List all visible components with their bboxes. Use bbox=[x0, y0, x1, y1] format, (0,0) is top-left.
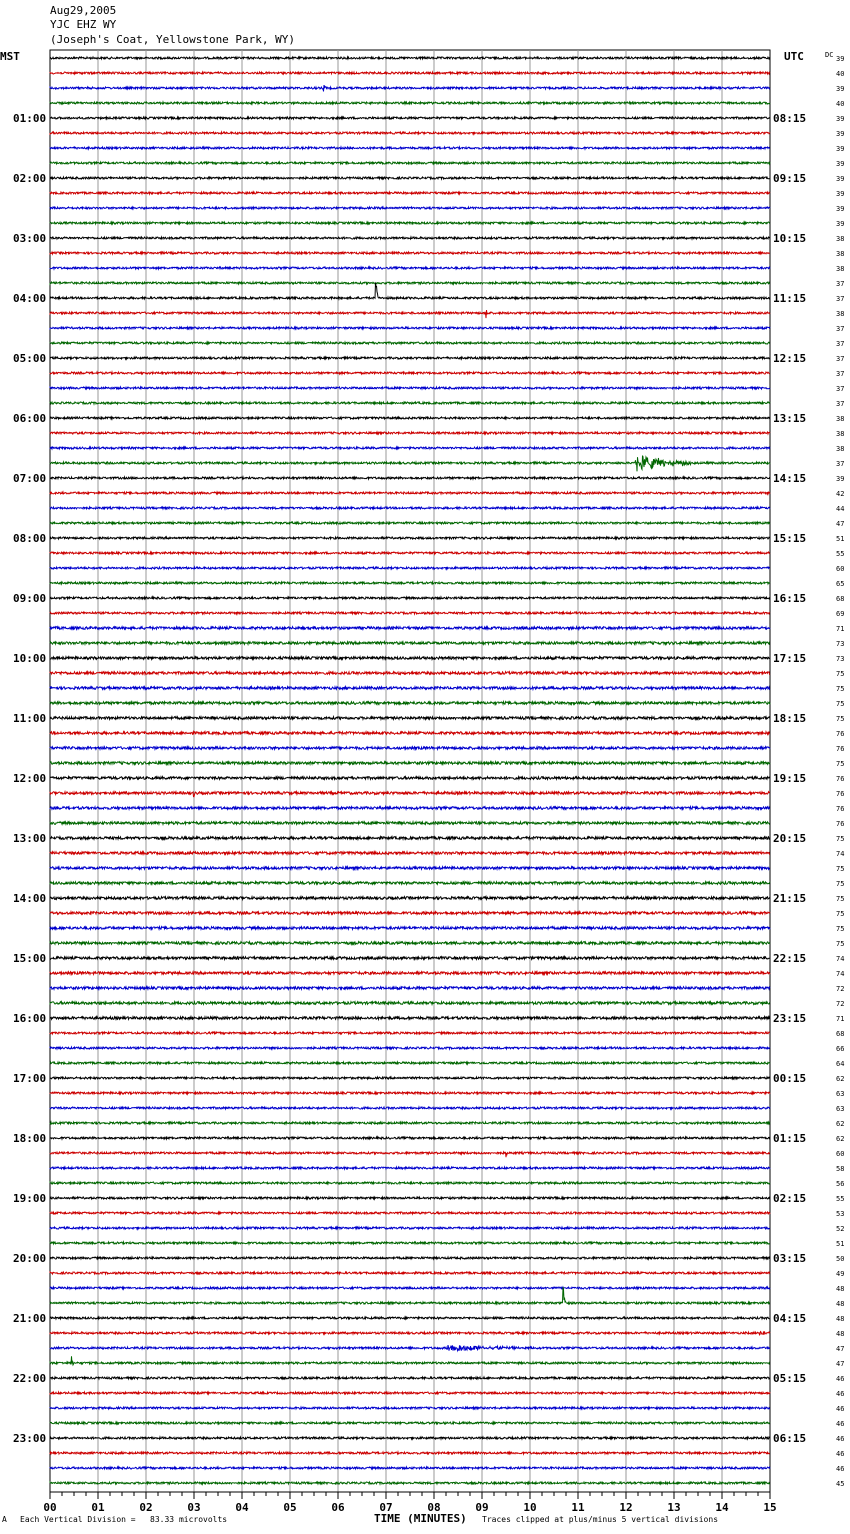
dc-offset-label: 71 bbox=[836, 625, 845, 633]
dc-offset-label: 38 bbox=[836, 235, 845, 243]
mst-hour-label: 19:00 bbox=[13, 1192, 47, 1205]
trace-9 bbox=[50, 192, 770, 194]
mst-hour-label: 18:00 bbox=[13, 1132, 47, 1145]
corner-mark: A bbox=[2, 1515, 7, 1524]
utc-hour-label: 17:15 bbox=[773, 652, 807, 665]
dc-offset-label: 37 bbox=[836, 355, 845, 363]
trace-42 bbox=[50, 687, 770, 690]
trace-78 bbox=[50, 1227, 770, 1229]
dc-offset-label: 58 bbox=[836, 1165, 845, 1173]
trace-25 bbox=[50, 432, 770, 434]
trace-58 bbox=[50, 927, 770, 930]
dc-offset-label: 62 bbox=[836, 1135, 845, 1143]
trace-14 bbox=[50, 267, 770, 269]
x-tick-label: 07 bbox=[379, 1501, 393, 1514]
trace-22 bbox=[50, 387, 770, 389]
x-tick-label: 15 bbox=[763, 1501, 777, 1514]
dc-offset-label: 46 bbox=[836, 1420, 845, 1428]
dc-offset-label: 55 bbox=[836, 550, 845, 558]
dc-offset-label: 76 bbox=[836, 730, 845, 738]
trace-51 bbox=[50, 822, 770, 825]
utc-hour-label: 23:15 bbox=[773, 1012, 807, 1025]
dc-offset-label: 46 bbox=[836, 1465, 845, 1473]
utc-hour-label: 20:15 bbox=[773, 832, 807, 845]
dc-offset-label: 73 bbox=[836, 655, 845, 663]
dc-offset-label: 37 bbox=[836, 295, 845, 303]
dc-offset-label: 63 bbox=[836, 1090, 845, 1098]
trace-16 bbox=[50, 283, 770, 299]
dc-offset-label: 39 bbox=[836, 85, 845, 93]
trace-44 bbox=[50, 717, 770, 720]
dc-offset-label: 51 bbox=[836, 1240, 845, 1248]
dc-offset-label: 39 bbox=[836, 190, 845, 198]
dc-offset-label: 75 bbox=[836, 925, 845, 933]
trace-38 bbox=[50, 627, 770, 630]
trace-34 bbox=[50, 567, 770, 569]
dc-offset-label: 62 bbox=[836, 1120, 845, 1128]
trace-63 bbox=[50, 1002, 770, 1005]
trace-88 bbox=[50, 1377, 770, 1379]
trace-43 bbox=[50, 702, 770, 705]
x-tick-label: 14 bbox=[715, 1501, 729, 1514]
mst-hour-label: 12:00 bbox=[13, 772, 47, 785]
dc-offset-label: 74 bbox=[836, 850, 845, 858]
trace-40 bbox=[50, 657, 770, 660]
trace-83 bbox=[50, 1287, 770, 1304]
trace-8 bbox=[50, 177, 770, 179]
trace-17 bbox=[50, 310, 770, 318]
left-zone-label: MST bbox=[0, 50, 20, 63]
dc-offset-label: 74 bbox=[836, 955, 845, 963]
mst-hour-label: 11:00 bbox=[13, 712, 47, 725]
dc-offset-label: 76 bbox=[836, 775, 845, 783]
dc-offset-label: 38 bbox=[836, 250, 845, 258]
trace-59 bbox=[50, 942, 770, 945]
trace-92 bbox=[50, 1437, 770, 1439]
dc-offset-label: 40 bbox=[836, 70, 845, 78]
mst-hour-label: 09:00 bbox=[13, 592, 47, 605]
dc-offset-label: 47 bbox=[836, 520, 845, 528]
dc-offset-label: 37 bbox=[836, 460, 845, 468]
trace-0 bbox=[50, 57, 770, 59]
x-tick-label: 06 bbox=[331, 1501, 345, 1514]
dc-offset-label: 37 bbox=[836, 280, 845, 288]
x-tick-label: 00 bbox=[43, 1501, 57, 1514]
trace-79 bbox=[50, 1242, 770, 1244]
trace-6 bbox=[50, 147, 770, 149]
dc-offset-label: 66 bbox=[836, 1045, 845, 1053]
dc-offset-label: 62 bbox=[836, 1075, 845, 1083]
dc-offset-label: 48 bbox=[836, 1330, 845, 1338]
utc-hour-label: 10:15 bbox=[773, 232, 807, 245]
dc-offset-label: 45 bbox=[836, 1480, 845, 1488]
trace-85 bbox=[50, 1331, 770, 1335]
trace-56 bbox=[50, 897, 770, 900]
dc-offset-label: 37 bbox=[836, 325, 845, 333]
dc-offset-label: 72 bbox=[836, 985, 845, 993]
dc-offset-label: 64 bbox=[836, 1060, 845, 1068]
x-tick-label: 01 bbox=[91, 1501, 105, 1514]
dc-offset-label: 73 bbox=[836, 640, 845, 648]
mst-hour-label: 17:00 bbox=[13, 1072, 47, 1085]
dc-offset-label: 39 bbox=[836, 220, 845, 228]
dc-offset-label: 39 bbox=[836, 160, 845, 168]
trace-23 bbox=[50, 402, 770, 404]
utc-hour-label: 02:15 bbox=[773, 1192, 807, 1205]
x-tick-label: 03 bbox=[187, 1501, 201, 1514]
dc-offset-label: 39 bbox=[836, 115, 845, 123]
trace-20 bbox=[50, 357, 770, 359]
x-tick-label: 10 bbox=[523, 1501, 537, 1514]
trace-55 bbox=[50, 882, 770, 885]
dc-offset-label: 75 bbox=[836, 760, 845, 768]
dc-offset-label: 49 bbox=[836, 1270, 845, 1278]
location-label: (Joseph's Coat, Yellowstone Park, WY) bbox=[50, 33, 296, 46]
mst-hour-label: 10:00 bbox=[13, 652, 47, 665]
utc-hour-label: 03:15 bbox=[773, 1252, 807, 1265]
mst-hour-label: 05:00 bbox=[13, 352, 47, 365]
trace-95 bbox=[50, 1482, 770, 1484]
trace-64 bbox=[50, 1017, 770, 1020]
clip-note: Traces clipped at plus/minus 5 vertical divisions bbox=[482, 1515, 719, 1524]
trace-61 bbox=[50, 972, 770, 975]
trace-71 bbox=[50, 1122, 770, 1124]
trace-53 bbox=[50, 852, 770, 855]
mst-hour-label: 22:00 bbox=[13, 1372, 47, 1385]
trace-49 bbox=[50, 792, 770, 797]
trace-45 bbox=[50, 732, 770, 735]
trace-31 bbox=[50, 522, 770, 524]
dc-offset-label: 53 bbox=[836, 1210, 845, 1218]
dc-offset-label: 60 bbox=[836, 1150, 845, 1158]
trace-66 bbox=[50, 1047, 770, 1049]
trace-57 bbox=[50, 912, 770, 915]
dc-offset-label: 56 bbox=[836, 1180, 845, 1188]
trace-39 bbox=[50, 642, 770, 645]
utc-hour-label: 13:15 bbox=[773, 412, 807, 425]
x-tick-label: 05 bbox=[283, 1501, 297, 1514]
utc-hour-label: 06:15 bbox=[773, 1432, 807, 1445]
trace-72 bbox=[50, 1137, 770, 1139]
dc-offset-label: 63 bbox=[836, 1105, 845, 1113]
trace-69 bbox=[50, 1092, 770, 1094]
dc-offset-label: 38 bbox=[836, 265, 845, 273]
trace-4 bbox=[50, 117, 770, 119]
mst-hour-label: 01:00 bbox=[13, 112, 47, 125]
utc-hour-label: 11:15 bbox=[773, 292, 807, 305]
dc-offset-label: 44 bbox=[836, 505, 845, 513]
mst-hour-label: 20:00 bbox=[13, 1252, 47, 1265]
dc-offset-label: 52 bbox=[836, 1225, 845, 1233]
utc-hour-label: 18:15 bbox=[773, 712, 807, 725]
trace-29 bbox=[50, 492, 770, 494]
dc-offset-label: 55 bbox=[836, 1195, 845, 1203]
dc-offset-label: 39 bbox=[836, 175, 845, 183]
trace-30 bbox=[50, 507, 770, 509]
dc-offset-label: 39 bbox=[836, 475, 845, 483]
trace-60 bbox=[50, 957, 770, 960]
trace-84 bbox=[50, 1317, 770, 1319]
dc-offset-label: 39 bbox=[836, 130, 845, 138]
trace-89 bbox=[50, 1392, 770, 1394]
trace-28 bbox=[50, 477, 770, 479]
mst-hour-label: 21:00 bbox=[13, 1312, 47, 1325]
dc-offset-label: 47 bbox=[836, 1360, 845, 1368]
utc-hour-label: 19:15 bbox=[773, 772, 807, 785]
trace-75 bbox=[50, 1182, 770, 1184]
dc-offset-label: 46 bbox=[836, 1450, 845, 1458]
dc-offset-label: 76 bbox=[836, 805, 845, 813]
dc-offset-label: 46 bbox=[836, 1405, 845, 1413]
trace-24 bbox=[50, 417, 770, 419]
dc-label: DC bbox=[825, 51, 834, 59]
trace-50 bbox=[50, 807, 770, 810]
trace-82 bbox=[50, 1287, 770, 1289]
x-tick-label: 09 bbox=[475, 1501, 489, 1514]
dc-offset-label: 74 bbox=[836, 970, 845, 978]
dc-offset-label: 68 bbox=[836, 1030, 845, 1038]
x-tick-label: 08 bbox=[427, 1501, 441, 1514]
trace-11 bbox=[50, 222, 770, 224]
trace-36 bbox=[50, 597, 770, 599]
dc-offset-label: 42 bbox=[836, 490, 845, 498]
dc-offset-label: 39 bbox=[836, 55, 845, 63]
trace-68 bbox=[50, 1077, 770, 1079]
trace-91 bbox=[50, 1422, 770, 1424]
dc-offset-label: 76 bbox=[836, 820, 845, 828]
trace-74 bbox=[50, 1167, 770, 1169]
trace-19 bbox=[50, 342, 770, 344]
trace-87 bbox=[50, 1356, 770, 1365]
dc-offset-label: 37 bbox=[836, 385, 845, 393]
utc-hour-label: 21:15 bbox=[773, 892, 807, 905]
dc-offset-label: 76 bbox=[836, 745, 845, 753]
trace-80 bbox=[50, 1257, 770, 1259]
date-label: Aug29,2005 bbox=[50, 4, 117, 17]
utc-hour-label: 14:15 bbox=[773, 472, 807, 485]
station-label: YJC EHZ WY bbox=[50, 18, 117, 31]
dc-offset-label: 75 bbox=[836, 910, 845, 918]
trace-41 bbox=[50, 672, 770, 675]
dc-offset-label: 46 bbox=[836, 1390, 845, 1398]
dc-offset-label: 39 bbox=[836, 205, 845, 213]
right-zone-label: UTC bbox=[784, 50, 804, 63]
utc-hour-label: 22:15 bbox=[773, 952, 807, 965]
trace-76 bbox=[50, 1197, 770, 1199]
utc-hour-label: 00:15 bbox=[773, 1072, 807, 1085]
dc-offset-label: 75 bbox=[836, 700, 845, 708]
mst-hour-label: 02:00 bbox=[13, 172, 47, 185]
dc-offset-label: 75 bbox=[836, 685, 845, 693]
dc-offset-label: 76 bbox=[836, 790, 845, 798]
dc-offset-label: 65 bbox=[836, 580, 845, 588]
x-tick-label: 12 bbox=[619, 1501, 633, 1514]
trace-2 bbox=[50, 85, 770, 91]
mst-hour-label: 15:00 bbox=[13, 952, 47, 965]
trace-94 bbox=[50, 1467, 770, 1469]
mst-hour-label: 07:00 bbox=[13, 472, 47, 485]
trace-10 bbox=[50, 207, 770, 209]
dc-offset-label: 75 bbox=[836, 670, 845, 678]
utc-hour-label: 15:15 bbox=[773, 532, 807, 545]
x-tick-label: 02 bbox=[139, 1501, 153, 1514]
trace-73 bbox=[50, 1152, 770, 1157]
dc-offset-label: 39 bbox=[836, 145, 845, 153]
dc-offset-label: 48 bbox=[836, 1315, 845, 1323]
trace-18 bbox=[50, 327, 770, 329]
dc-offset-label: 38 bbox=[836, 310, 845, 318]
dc-offset-label: 46 bbox=[836, 1375, 845, 1383]
trace-67 bbox=[50, 1062, 770, 1064]
dc-offset-label: 48 bbox=[836, 1300, 845, 1308]
mst-hour-label: 16:00 bbox=[13, 1012, 47, 1025]
dc-offset-label: 38 bbox=[836, 415, 845, 423]
utc-hour-label: 12:15 bbox=[773, 352, 807, 365]
dc-offset-label: 69 bbox=[836, 610, 845, 618]
utc-hour-label: 04:15 bbox=[773, 1312, 807, 1325]
dc-offset-label: 48 bbox=[836, 1285, 845, 1293]
trace-26 bbox=[50, 447, 770, 449]
utc-hour-label: 01:15 bbox=[773, 1132, 807, 1145]
trace-52 bbox=[50, 837, 770, 840]
trace-37 bbox=[50, 612, 770, 614]
dc-offset-label: 75 bbox=[836, 835, 845, 843]
dc-offset-label: 75 bbox=[836, 880, 845, 888]
dc-offset-label: 37 bbox=[836, 340, 845, 348]
trace-15 bbox=[50, 282, 770, 284]
dc-offset-label: 38 bbox=[836, 445, 845, 453]
dc-offset-label: 60 bbox=[836, 565, 845, 573]
mst-hour-label: 06:00 bbox=[13, 412, 47, 425]
dc-offset-label: 72 bbox=[836, 1000, 845, 1008]
trace-77 bbox=[50, 1212, 770, 1214]
trace-32 bbox=[50, 537, 770, 539]
x-tick-label: 04 bbox=[235, 1501, 249, 1514]
trace-27 bbox=[50, 456, 770, 472]
x-axis-title: TIME (MINUTES) bbox=[374, 1512, 467, 1525]
trace-62 bbox=[50, 987, 770, 990]
utc-hour-label: 08:15 bbox=[773, 112, 807, 125]
trace-65 bbox=[50, 1032, 770, 1034]
utc-hour-label: 16:15 bbox=[773, 592, 807, 605]
trace-90 bbox=[50, 1407, 770, 1409]
mst-hour-label: 08:00 bbox=[13, 532, 47, 545]
dc-offset-label: 50 bbox=[836, 1255, 845, 1263]
trace-12 bbox=[50, 237, 770, 239]
mst-hour-label: 04:00 bbox=[13, 292, 47, 305]
dc-offset-label: 75 bbox=[836, 940, 845, 948]
dc-offset-label: 37 bbox=[836, 370, 845, 378]
x-tick-label: 11 bbox=[571, 1501, 585, 1514]
dc-offset-label: 37 bbox=[836, 400, 845, 408]
mst-hour-label: 14:00 bbox=[13, 892, 47, 905]
dc-offset-label: 75 bbox=[836, 865, 845, 873]
dc-offset-label: 38 bbox=[836, 430, 845, 438]
dc-offset-label: 68 bbox=[836, 595, 845, 603]
utc-hour-label: 05:15 bbox=[773, 1372, 807, 1385]
dc-offset-label: 75 bbox=[836, 715, 845, 723]
trace-54 bbox=[50, 867, 770, 870]
mst-hour-label: 03:00 bbox=[13, 232, 47, 245]
trace-1 bbox=[50, 72, 770, 74]
trace-21 bbox=[50, 372, 770, 374]
dc-offset-label: 40 bbox=[836, 100, 845, 108]
trace-93 bbox=[50, 1452, 770, 1454]
trace-46 bbox=[50, 747, 770, 750]
x-tick-label: 13 bbox=[667, 1501, 681, 1514]
trace-81 bbox=[50, 1272, 770, 1274]
dc-offset-label: 51 bbox=[836, 535, 845, 543]
scale-note: Each Vertical Division = 83.33 microvolts bbox=[20, 1515, 228, 1524]
dc-offset-label: 75 bbox=[836, 895, 845, 903]
trace-7 bbox=[50, 162, 770, 164]
utc-hour-label: 09:15 bbox=[773, 172, 807, 185]
dc-offset-label: 46 bbox=[836, 1435, 845, 1443]
mst-hour-label: 13:00 bbox=[13, 832, 47, 845]
trace-48 bbox=[50, 777, 770, 780]
trace-13 bbox=[50, 252, 770, 254]
trace-3 bbox=[50, 102, 770, 104]
mst-hour-label: 23:00 bbox=[13, 1432, 47, 1445]
trace-47 bbox=[50, 762, 770, 765]
trace-5 bbox=[50, 132, 770, 134]
trace-33 bbox=[50, 552, 770, 554]
trace-70 bbox=[50, 1107, 770, 1109]
dc-offset-label: 71 bbox=[836, 1015, 845, 1023]
trace-35 bbox=[50, 582, 770, 584]
trace-86 bbox=[50, 1345, 770, 1351]
dc-offset-label: 47 bbox=[836, 1345, 845, 1353]
